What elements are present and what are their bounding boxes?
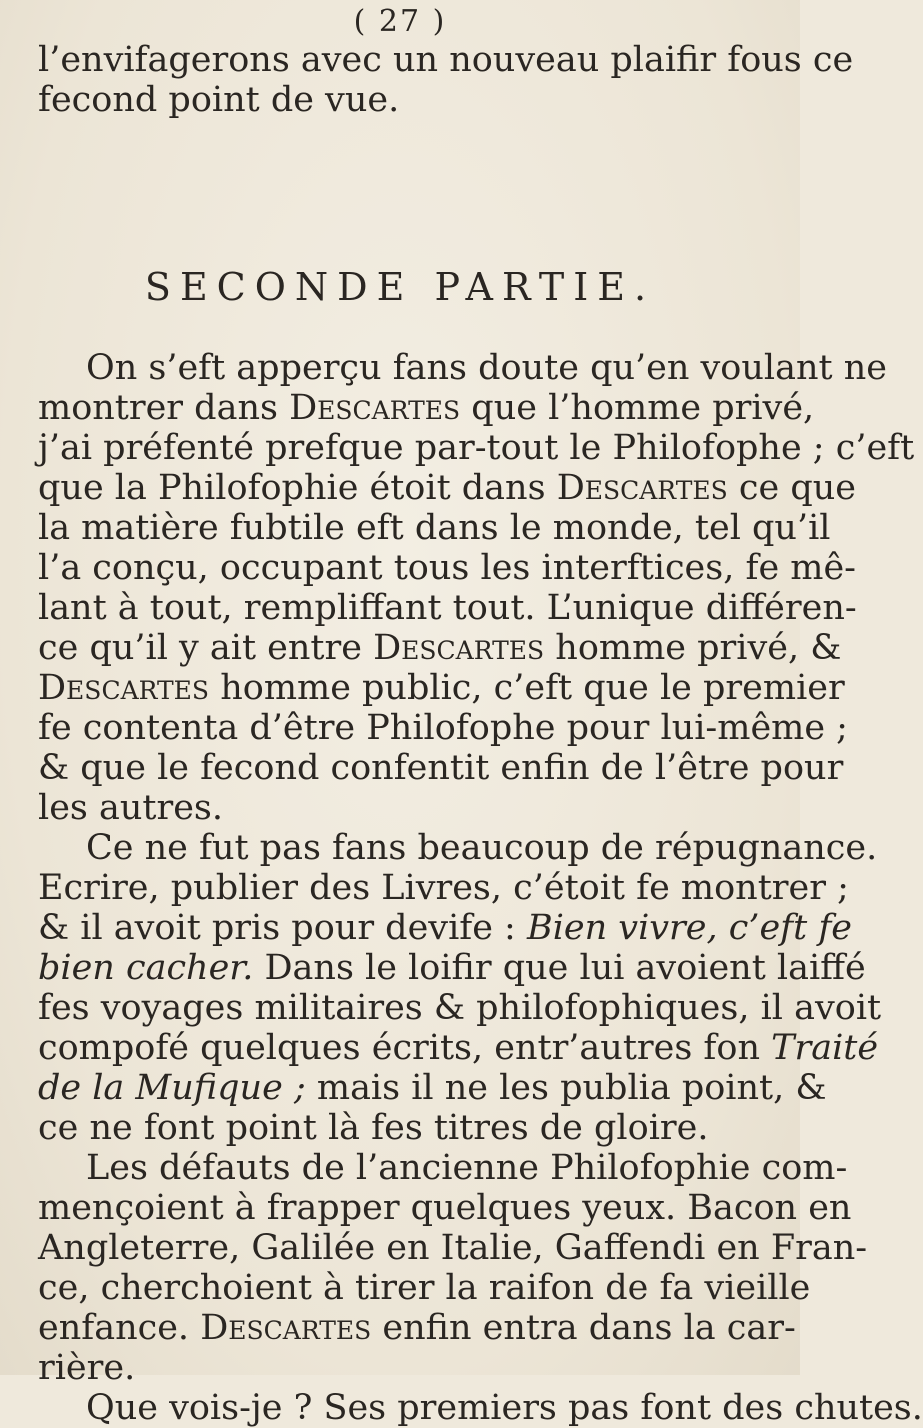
- text-line: l’a conçu, occupant tous les interftices, fe mê-: [38, 548, 857, 588]
- text-line: fes voyages militaires & philofophiques, il avoit: [38, 988, 882, 1028]
- page-number: ( 27 ): [353, 4, 447, 39]
- motto: bien cacher.: [38, 948, 254, 988]
- author-name: Descartes: [289, 388, 461, 428]
- author-name: Descartes: [38, 668, 210, 708]
- text-line: & que le fecond confentit enfin de l’être pour: [38, 748, 844, 788]
- text-line: Ecrire, publier des Livres, c’étoit fe montrer ;: [38, 868, 849, 908]
- text-line: enfance. Descartes enfin entra dans la car-: [38, 1308, 796, 1348]
- text-line: fe contenta d’être Philofophe pour lui-même ;: [38, 708, 848, 748]
- text-line: bien cacher. Dans le loifir que lui avoient laiffé: [38, 948, 866, 988]
- text-line: Angleterre, Galilée en Italie, Gaffendi en Fran-: [38, 1228, 868, 1268]
- text-line: lant à tout, rempliffant tout. L’unique différen-: [38, 588, 857, 628]
- author-name: Descartes: [373, 628, 545, 668]
- intro-paragraph: [38, 40, 854, 120]
- work-title: Traité: [771, 1028, 879, 1068]
- motto: Bien vivre, c’eft fe: [527, 908, 852, 948]
- text-line: de la Mufique ; mais il ne les publia point, &: [38, 1068, 827, 1108]
- text-line: que la Philofophie étoit dans Descartes ce que: [38, 468, 856, 508]
- text-line: j’ai préfenté prefque par-tout le Philofophe ; c’eft: [38, 428, 915, 468]
- text-line: ce, cherchoient à tirer la raifon de fa vieille: [38, 1268, 811, 1308]
- text-line: On s’eft apperçu fans doute qu’en voulant ne: [86, 348, 887, 388]
- author-name: Descartes: [200, 1308, 372, 1348]
- text-line: Que vois-je ? Ses premiers pas font des chutes.: [86, 1388, 923, 1428]
- text-line: Les défauts de l’ancienne Philofophie com-: [86, 1148, 848, 1188]
- text-line: l’envifagerons avec un nouveau plaifir fous ce: [38, 40, 854, 80]
- work-title: de la Mufique ;: [38, 1068, 306, 1108]
- text-line: Ce ne fut pas fans beaucoup de répugnance.: [86, 828, 878, 868]
- text-line: Descartes homme public, c’eft que le premier: [38, 668, 845, 708]
- author-name: Descartes: [556, 468, 728, 508]
- text-line: fecond point de vue.: [38, 80, 400, 120]
- section-heading: SECONDE PARTIE.: [144, 265, 656, 309]
- text-line: mençoient à frapper quelques yeux. Bacon en: [38, 1188, 852, 1228]
- text-line: montrer dans Descartes que l’homme privé,: [38, 388, 815, 428]
- text-line: rière.: [38, 1348, 136, 1388]
- text-line: ce ne font point là fes titres de gloire.: [38, 1108, 709, 1148]
- main-text: [38, 348, 923, 1428]
- text-line: la matière fubtile eft dans le monde, tel qu’il: [38, 508, 831, 548]
- text-line: ce qu’il y ait entre Descartes homme privé, &: [38, 628, 842, 668]
- text-line: compofé quelques écrits, entr’autres fon Traité: [38, 1028, 879, 1068]
- text-line: & il avoit pris pour devife : Bien vivre, c’eft fe: [38, 908, 852, 948]
- text-line: les autres.: [38, 788, 223, 828]
